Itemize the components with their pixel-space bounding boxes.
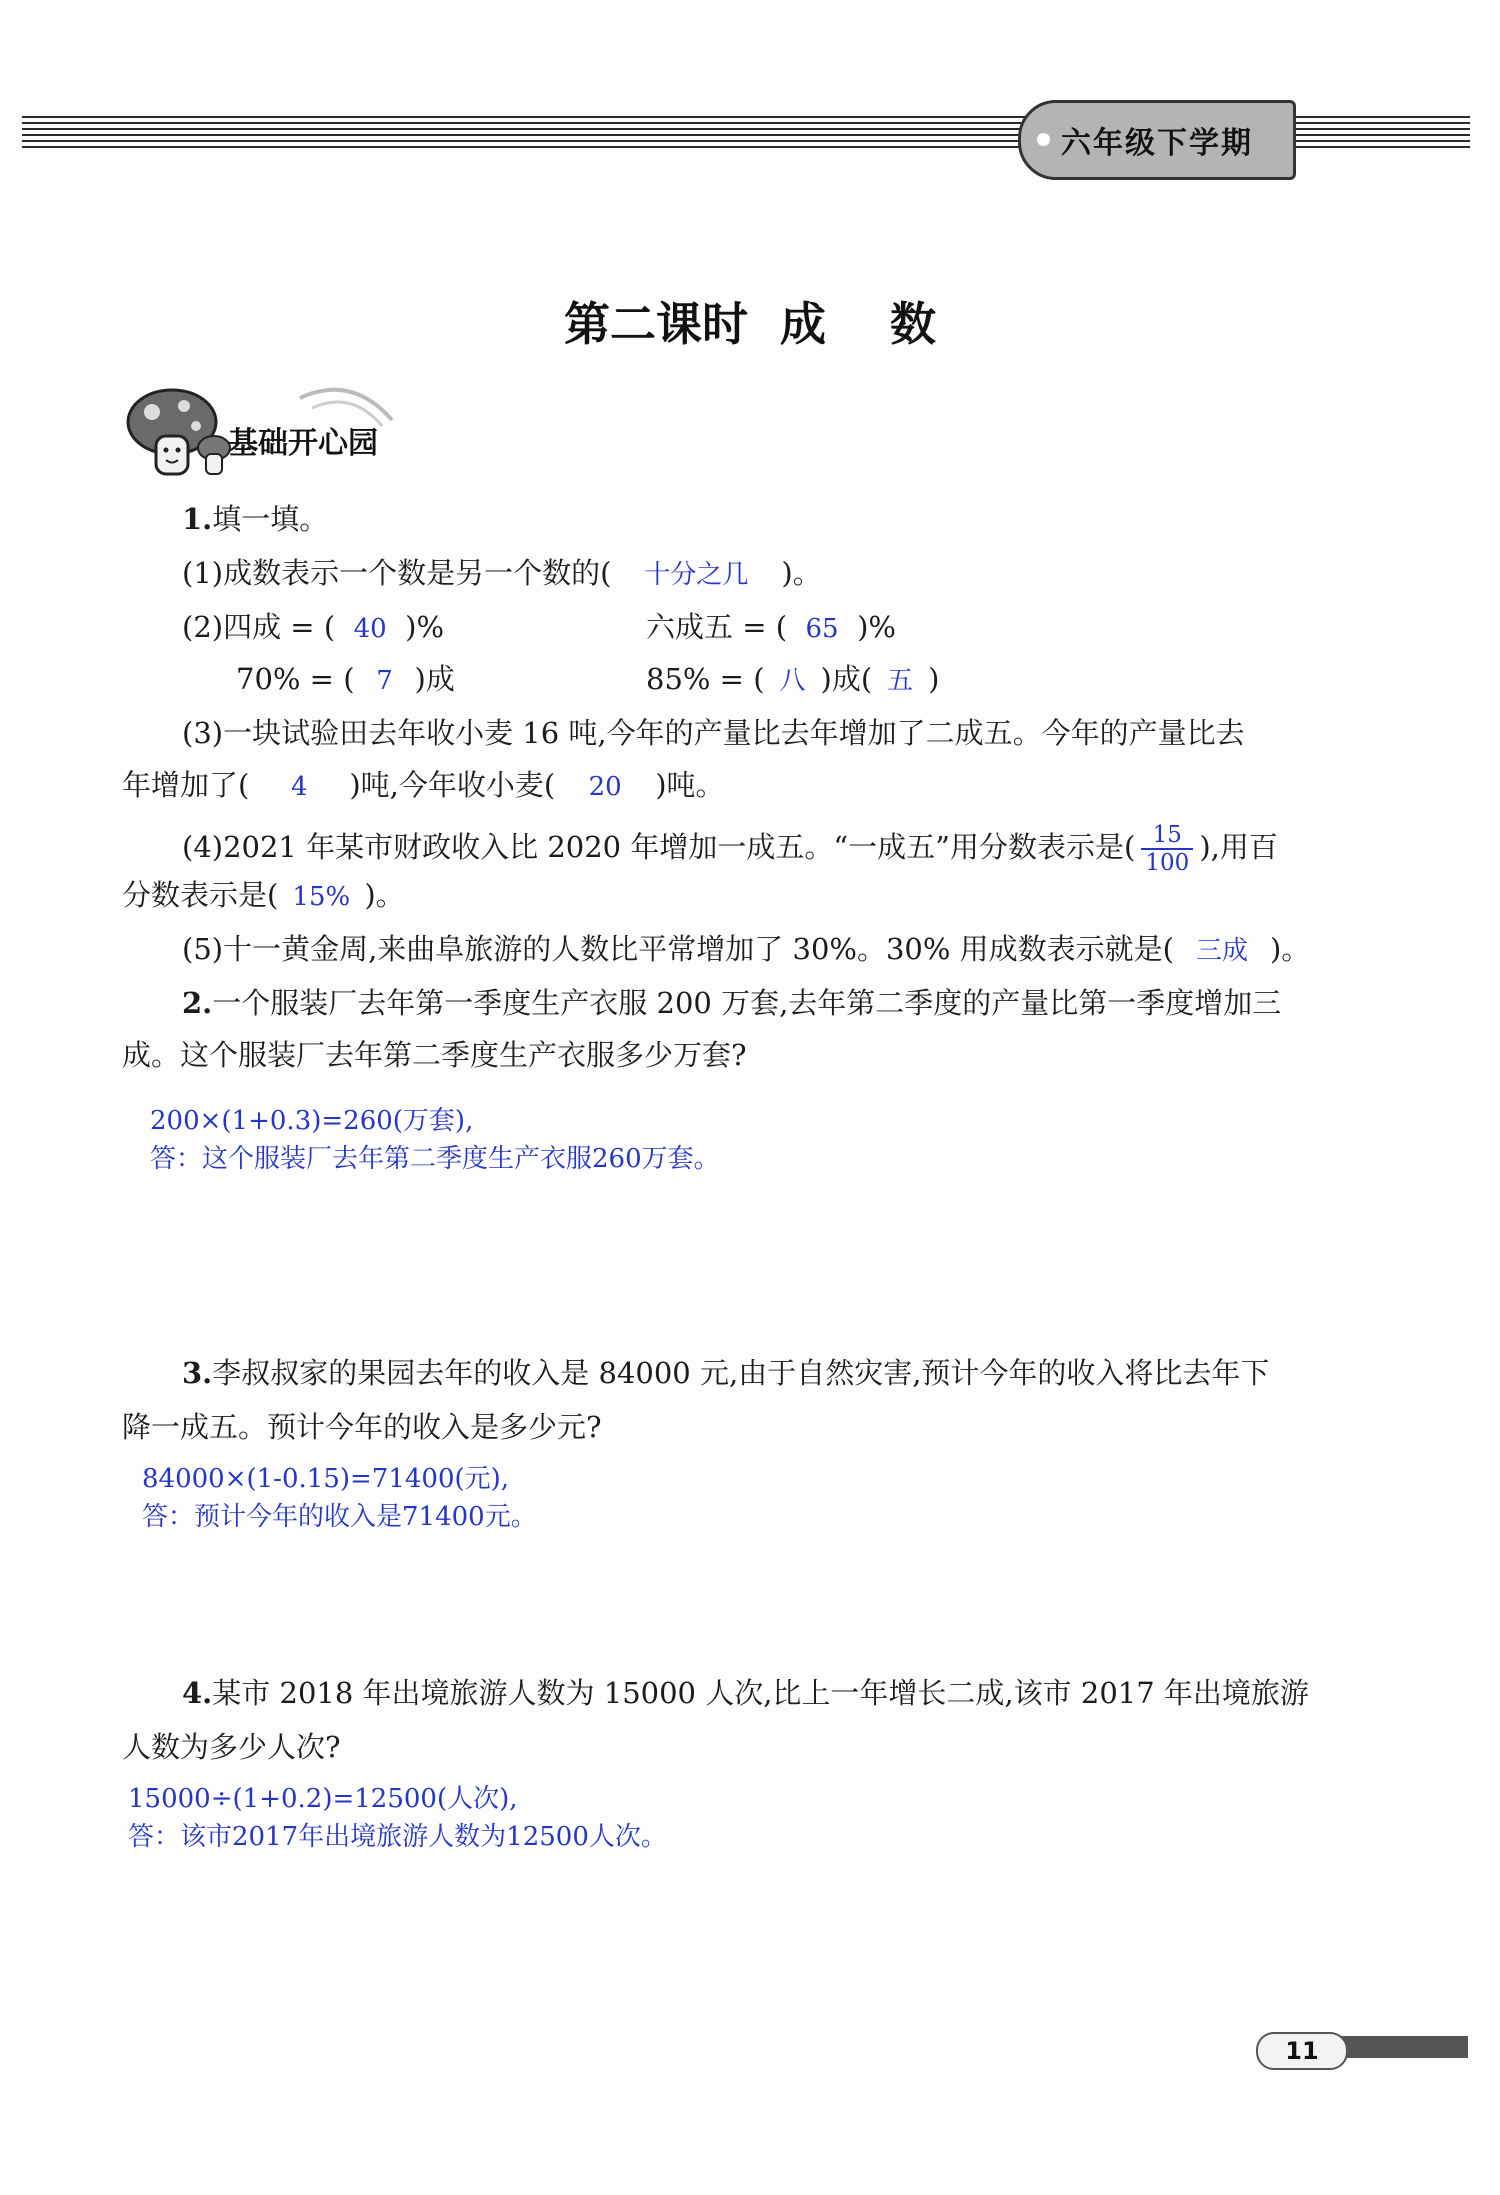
- q2-work: 200×(1+0.3)=260(万套),: [150, 1106, 474, 1136]
- q1-s4-text: (4)2021 年某市财政收入比 2020 年增加一成五。“一成五”用分数表示是(: [182, 830, 1136, 864]
- fraction-numerator: 15: [1141, 822, 1193, 850]
- q1-s1: [182, 554, 822, 594]
- q1-s5-answer: 三成: [1195, 936, 1248, 966]
- q3-line1: [182, 1354, 1269, 1392]
- q3-answer: 答：预计今年的收入是71400元。: [142, 1502, 537, 1532]
- page-number-bar: [1336, 2036, 1468, 2058]
- q4-line2: 人数为多少人次?: [122, 1730, 341, 1764]
- q1-prompt-text: 填一填。: [212, 502, 329, 536]
- q3-number: 3.: [182, 1356, 213, 1390]
- q1-s2a-text: (2)四成 = (: [182, 610, 336, 644]
- q2-answer: 答：这个服装厂去年第二季度生产衣服260万套。: [150, 1144, 720, 1174]
- q1-prompt: [182, 500, 328, 538]
- q2-number: 2.: [182, 986, 213, 1020]
- q1-s1-text: (1)成数表示一个数是另一个数的(: [182, 556, 612, 590]
- q1-s2b-text: 六成五 = (: [646, 610, 788, 644]
- q3-text: 李叔叔家的果园去年的收入是 84000 元,由于自然灾害,预计今年的收入将比去年下: [212, 1356, 1270, 1390]
- q1-s2c-answer: 7: [376, 666, 393, 696]
- q1-s2-b: [646, 608, 896, 648]
- q1-s2d-text: 85% = (: [646, 662, 765, 696]
- q2-text: 一个服装厂去年第一季度生产衣服 200 万套,去年第二季度的产量比第一季度增加三: [212, 986, 1282, 1020]
- q1-s2d-end: ): [928, 662, 940, 696]
- q1-s4-fraction: [1141, 822, 1193, 876]
- q1-s4-line2-end: )。: [364, 878, 405, 912]
- page-number: 11: [1256, 2032, 1348, 2070]
- q4-line1: [182, 1674, 1309, 1712]
- section-label: 基础开心园: [228, 426, 378, 461]
- q1-s2b-end: )%: [857, 610, 896, 644]
- q1-s5-end: )。: [1269, 932, 1311, 966]
- q3-line2: 降一成五。预计今年的收入是多少元?: [122, 1410, 602, 1444]
- q1-s2c-end: )成: [414, 662, 455, 696]
- page-title: 第二课时 成 数: [563, 297, 937, 351]
- q1-s3-line1: (3)一块试验田去年收小麦 16 吨,今年的产量比去年增加了二成五。今年的产量比去: [182, 716, 1245, 750]
- q1-s2a-end: )%: [405, 610, 445, 644]
- q1-s3-text: 年增加了(: [122, 768, 250, 802]
- q1-s5-text: (5)十一黄金周,来曲阜旅游的人数比平常增加了 30%。30% 用成数表示就是(: [182, 932, 1174, 966]
- q2-line2: 成。这个服装厂去年第二季度生产衣服多少万套?: [122, 1038, 747, 1072]
- q1-s4-end: ),用百: [1199, 830, 1278, 864]
- q1-s3-line2: [122, 766, 725, 806]
- q1-s2a-answer: 40: [353, 614, 387, 644]
- q3-work: 84000×(1-0.15)=71400(元),: [142, 1464, 510, 1494]
- tab-hole-icon: [1037, 133, 1050, 146]
- q1-s4-line2: [122, 876, 405, 916]
- q1-s3-answer-1: 4: [291, 772, 308, 802]
- q2-line1: [182, 984, 1281, 1022]
- q1-s2c-text: 70% = (: [236, 662, 355, 696]
- q1-s3-mid: )吨,今年收小麦(: [349, 768, 556, 802]
- q1-number: 1.: [182, 502, 213, 536]
- q1-s4-line2-text: 分数表示是(: [122, 878, 279, 912]
- q1-s5: [182, 930, 1310, 970]
- q1-s2d-answer-2: 五: [887, 666, 914, 696]
- q1-s2d-answer-1: 八: [779, 666, 806, 696]
- fraction-denominator: 100: [1145, 850, 1190, 876]
- q1-s4-line1: [182, 822, 1278, 876]
- q4-answer: 答：该市2017年出境旅游人数为12500人次。: [128, 1822, 667, 1852]
- q1-s2-a: [182, 608, 444, 648]
- q1-s1-answer: 十分之几: [644, 560, 749, 590]
- grade-tab-label: 六年级下学期: [1061, 126, 1253, 161]
- q4-number: 4.: [182, 1676, 213, 1710]
- q1-s2-c: [236, 660, 455, 700]
- q1-s2d-mid: )成(: [820, 662, 873, 696]
- q4-work: 15000÷(1+0.2)=12500(人次),: [128, 1784, 518, 1814]
- q1-s3-answer-2: 20: [588, 772, 622, 802]
- q1-s2-d: [646, 660, 939, 700]
- q1-s3-end: )吨。: [655, 768, 725, 802]
- grade-tab: [1018, 100, 1296, 180]
- q1-s4-answer-2: 15%: [292, 882, 351, 912]
- q4-text: 某市 2018 年出境旅游人数为 15000 人次,比上一年增长二成,该市 2017 年出境旅游: [212, 1676, 1309, 1710]
- q1-s2b-answer: 65: [805, 614, 839, 644]
- q1-s1-end: )。: [781, 556, 822, 590]
